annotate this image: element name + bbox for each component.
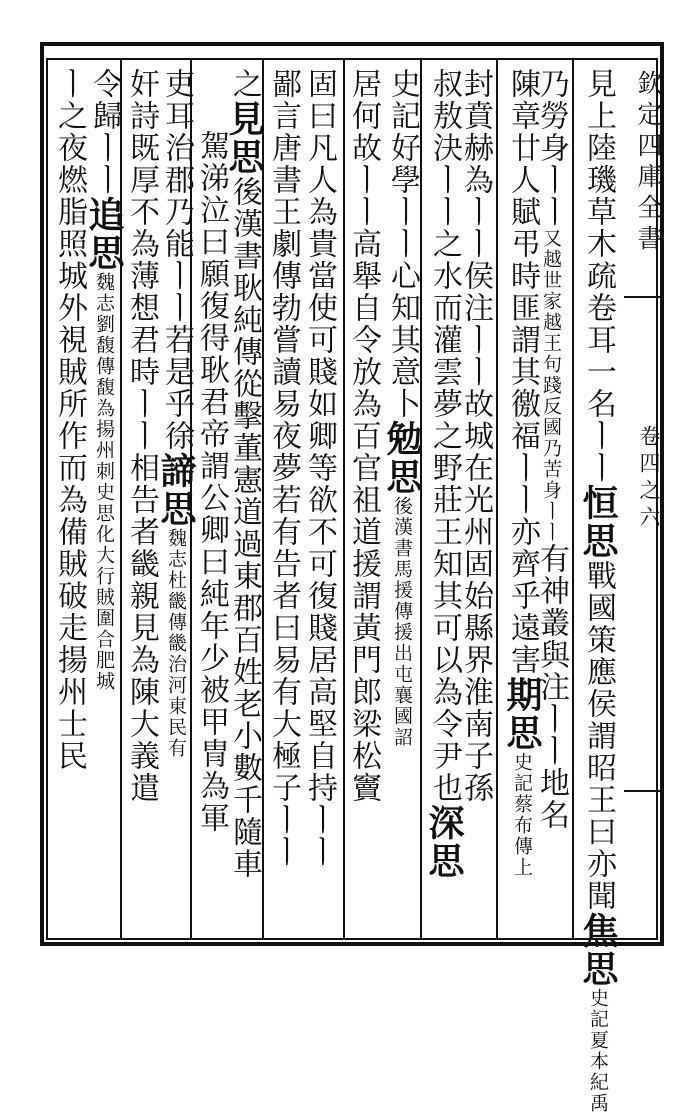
text-column-9: 鄙言唐書王劇傳勃嘗讀易夜夢若有告者曰易有大極子ㅣㅣ	[266, 68, 301, 868]
column-rule	[572, 60, 574, 938]
text-column-12: 吏耳治郡乃能ㅣㅣ若是乎徐諦思魏志杜畿傳畿治河東民有	[155, 68, 197, 759]
text-column-4: 封賁赫為ㅣㅣ侯注ㅣㅣ故城在光州固始縣界淮南子孫	[458, 68, 493, 804]
text-column-11: 駕涕泣曰願復得耿君帝謂公卿曰純年少被甲冑為軍	[194, 130, 229, 834]
text-column-10: 之見思後漢書耿純傳從擊董憲道過東郡百姓老小數千隨車	[223, 68, 265, 880]
text-column-2: 乃勞身ㅣㅣ又越世家越王句踐反國乃苦身ㅣㅣ有神叢與注ㅣㅣ地名	[534, 68, 569, 831]
text-column-5: 叔敖決ㅣㅣ之水而灌雲夢之野莊王知其可以為令尹也深思	[423, 68, 465, 880]
margin-mark	[624, 790, 660, 792]
column-rule	[496, 60, 498, 938]
text-column-1: 見上陸璣草木疏卷耳一名ㅣㅣ恒思戰國策應侯謂昭王曰亦聞焦思史記夏本紀禹	[577, 68, 619, 1114]
text-column-15: ㅣ之夜燃脂照城外視賊所作而為備賊破走揚州士民	[52, 68, 87, 772]
column-rule	[420, 60, 422, 938]
column-rule	[343, 60, 345, 938]
text-column-7: 居何故ㅣㅣ高舉自令放為百官祖道援謂黃門郎梁松竇	[346, 68, 381, 804]
text-column-6: 史記好學ㅣㅣ心知其意卜勉思後漢書馬援傳援出屯襄國詔	[381, 68, 423, 748]
margin-mark	[624, 296, 660, 298]
book-title: 欽定四庫全書	[634, 70, 663, 256]
volume-label: 卷四之六	[637, 425, 661, 533]
column-rule	[262, 60, 264, 938]
text-column-14: 令歸ㅣㅣ追思魏志劉馥傳馥為揚州刺史思化大行賊圍合肥城	[83, 68, 125, 692]
text-column-8: 固曰凡人為貴當使可賤如卿等欲不可復賤居高堅自持ㅣㅣ	[302, 68, 337, 868]
text-column-3: 陳章廿人賦弔時匪謂其徼福ㅣㅣ亦齊乎遠害期思史記蔡布傳上	[501, 68, 543, 878]
text-column-13: 奸詩既厚不為薄想君時ㅣㅣ相告者畿親見為陳大義遣	[124, 68, 159, 804]
